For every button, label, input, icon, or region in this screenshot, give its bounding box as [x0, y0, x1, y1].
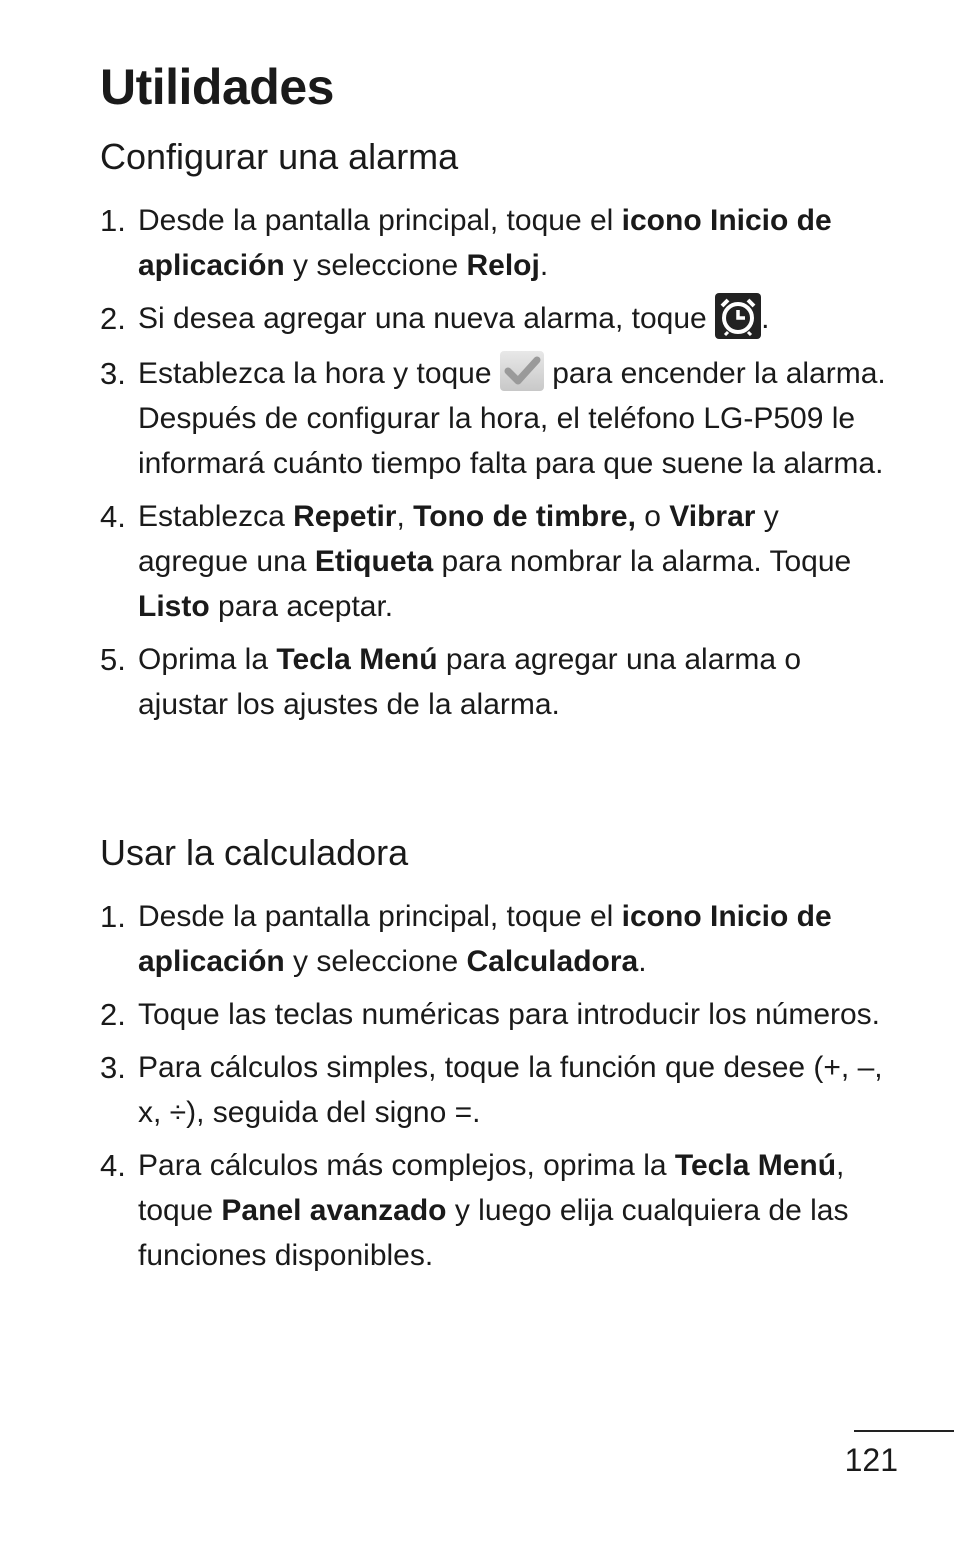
page-title: Utilidades — [100, 59, 334, 115]
list-item — [100, 637, 890, 727]
step-text: Para cálculos más complejos, oprima la — [138, 1149, 675, 1182]
step-bold-text: icono Inicio de aplicación — [138, 204, 832, 282]
step-text: o — [635, 500, 670, 534]
section-title-calculator: Usar la calculadora — [100, 832, 409, 873]
checkmark-icon — [500, 351, 544, 391]
step-text: Toque las teclas numéricas para introducir los números. — [138, 998, 881, 1031]
step-number: 2. — [100, 997, 126, 1032]
step-bold-text: Calculadora — [466, 945, 639, 978]
step-text: Si desea agregar una nueva alarma, toque — [138, 302, 716, 335]
step-number: 2. — [100, 301, 126, 336]
step-text: Oprima la — [138, 643, 277, 677]
step-text: para nombrar la alarma. Toque — [433, 545, 852, 579]
list-item — [100, 1143, 890, 1278]
step-bold-text: icono Inicio de aplicación — [138, 900, 832, 978]
step-text: para encender la alarma. Después de configurar la hora, el teléfono LG-P509 le informará cuánto tiempo falta para que suene la alarma. — [138, 357, 886, 481]
step-text: Desde la pantalla principal, toque el — [138, 204, 622, 237]
list-item — [100, 1045, 890, 1135]
step-bold-text: Vibrar — [669, 500, 756, 534]
step-text: Establezca — [138, 500, 294, 534]
step-number: 4. — [100, 499, 126, 535]
step-text: y luego elija cualquiera de las funciones disponibles. — [138, 1194, 849, 1272]
step-bold-text: Repetir — [293, 500, 397, 534]
alarm-steps-list — [100, 198, 890, 735]
step-text: para aceptar. — [209, 590, 394, 624]
footer-divider — [854, 1430, 954, 1432]
step-text: y seleccione — [284, 945, 467, 978]
alarm-clock-icon — [715, 293, 761, 339]
list-item — [100, 351, 890, 486]
step-number: 3. — [100, 356, 126, 392]
step-text: . — [638, 945, 647, 978]
page-number: 121 — [844, 1442, 898, 1478]
step-text: , — [396, 500, 414, 534]
list-item — [100, 894, 890, 984]
step-number: 4. — [100, 1148, 126, 1183]
calculator-steps-list — [100, 894, 890, 1286]
list-item — [100, 494, 890, 629]
step-text: y seleccione — [284, 249, 467, 282]
step-text: Para cálculos simples, toque la función que desee (+, –, x, ÷), seguida del signo =. — [138, 1051, 883, 1129]
section-title-alarm: Configurar una alarma — [100, 136, 459, 177]
step-text: para agregar una alarma o ajustar los ajustes de la alarma. — [138, 643, 802, 722]
step-number: 1. — [100, 203, 126, 238]
step-text: , toque — [138, 1149, 845, 1227]
step-text: y agregue una — [138, 500, 779, 579]
list-item — [100, 198, 890, 288]
list-item — [100, 992, 890, 1037]
step-bold-text: Tecla Menú — [674, 1149, 837, 1182]
step-bold-text: Listo — [138, 590, 210, 624]
step-bold-text: Reloj — [466, 249, 540, 282]
step-bold-text: Tono de timbre, — [413, 500, 636, 534]
step-bold-text: Etiqueta — [314, 545, 434, 579]
step-number: 3. — [100, 1050, 126, 1085]
step-text: Establezca la hora y toque — [138, 357, 500, 391]
step-text: . — [761, 302, 770, 335]
step-number: 5. — [100, 642, 126, 678]
step-bold-text: Tecla Menú — [276, 643, 438, 677]
step-number: 1. — [100, 899, 126, 934]
step-bold-text: Panel avanzado — [221, 1194, 447, 1227]
step-text: . — [539, 249, 549, 282]
list-item — [100, 296, 890, 343]
step-text: Desde la pantalla principal, toque el — [138, 900, 622, 933]
